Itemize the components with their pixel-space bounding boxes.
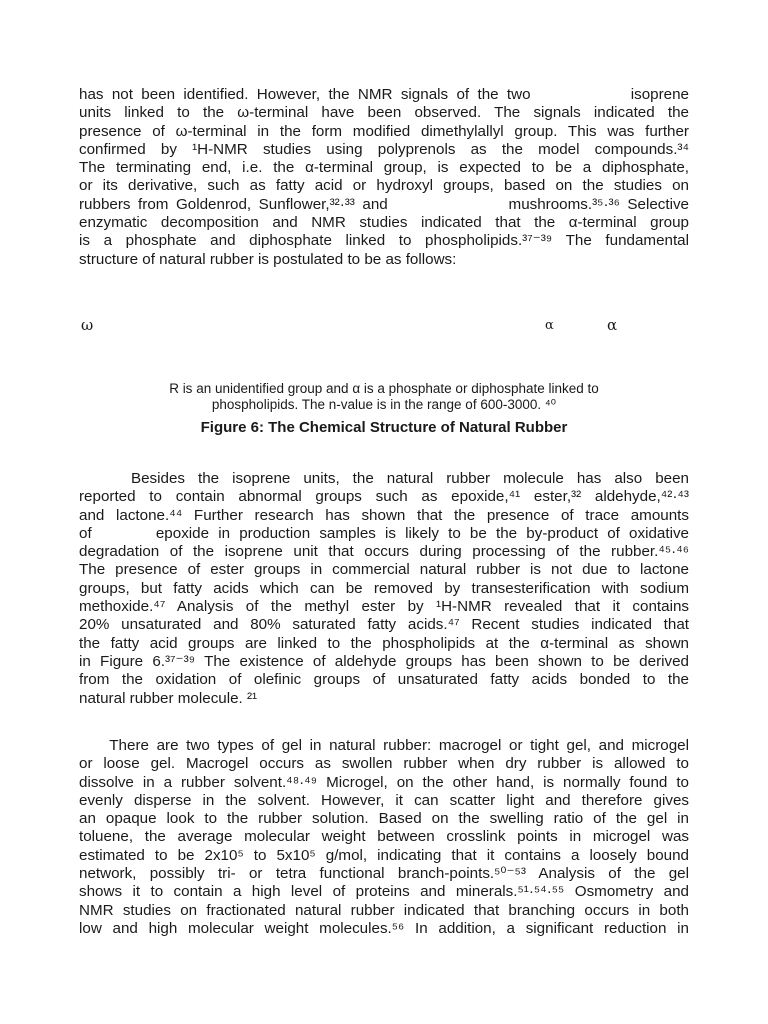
text-line: the fatty acid groups are linked to the phospholipids at the α-terminal as shown [79,634,689,652]
text-line: has not been identified. However, the NMR signals of the two isoprene [79,86,689,103]
text-line: shows it to contain a high level of proteins and minerals.⁵¹·⁵⁴·⁵⁵ Osmometry and [79,883,689,901]
text-line: natural rubber molecule. ²¹ [79,689,258,707]
text-line: reported to contain abnormal groups such as epoxide,⁴¹ ester,³² aldehyde,⁴²·⁴³ [79,488,689,506]
text-line: Besides the isoprene units, the natural rubber molecule has also been [79,470,689,487]
alpha-terminal-symbol: α [607,316,618,334]
text-line: methoxide.⁴⁷ Analysis of the methyl ester by ¹H-NMR revealed that it contains [79,598,689,616]
text-line: degradation of the isoprene unit that occurs during processing of the rubber.⁴⁵·⁴⁶ [79,543,689,561]
text-line: an opaque look to the rubber solution. Based on the swelling ratio of the gel in [79,810,689,828]
figure-note-line: R is an unidentified group and α is a phosphate or diphosphate linked to [169,381,599,396]
text-line: or its derivative, such as fatty acid or hydroxyl groups, based on the studies on [79,177,689,195]
text-line: The terminating end, i.e. the α-terminal group, is expected to be a diphosphate, [79,159,689,177]
text-line: confirmed by ¹H-NMR studies using polyprenols as the model compounds.³⁴ [79,140,689,158]
paragraph-intro [79,86,689,269]
text-line: estimated to be 2x10⁵ to 5x10⁵ g/mol, indicating that it contains a loosely bound [79,846,689,864]
paragraph-abnormal-groups [79,470,689,708]
text-line: and lactone.⁴⁴ Further research has shown that the presence of trace amounts [79,506,689,524]
text-line: dissolve in a rubber solvent.⁴⁸·⁴⁹ Microgel, on the other hand, is normally found to [79,773,689,791]
text-line: presence of ω-terminal in the form modified dimethylallyl group. This was further [79,122,689,140]
text-line: network, possibly tri- or tetra functional branch-points.⁵⁰⁻⁵³ Analysis of the gel [79,865,689,883]
text-line: from the oxidation of olefinic groups of unsaturated fatty acids bonded to the [79,671,689,689]
text-line: is a phosphate and diphosphate linked to phospholipids.³⁷⁻³⁹ The fundamental [79,232,689,250]
text-line: There are two types of gel in natural rubber: macrogel or tight gel, and microgel [79,737,689,754]
figure-note [79,381,689,413]
text-line: in Figure 6.³⁷⁻³⁹ The existence of aldehyde groups has been shown to be derived [79,652,689,670]
text-line: groups, but fatty acids which can be removed by transesterification with sodium [79,579,689,597]
text-line: or loose gel. Macrogel occurs as swollen rubber when dry rubber is allowed to [79,755,689,773]
alpha-terminal-symbol: α [545,318,554,333]
text-line: enzymatic decomposition and NMR studies indicated that the α-terminal group [79,214,689,232]
text-line: low and high molecular weight molecules.⁵⁶ In addition, a significant reduction in [79,919,689,937]
figure-note-line: phospholipids. The n-value is in the range of 600-3000. ⁴⁰ [211,397,557,412]
text-line: NMR studies on fractionated natural rubber indicated that branching occurs in both [79,901,689,919]
figure-caption: Figure 6: The Chemical Structure of Natural Rubber [200,419,568,436]
text-line: units linked to the ω-terminal have been observed. The signals indicated the [79,104,689,122]
text-line: of epoxide in production samples is likely to be the by-product of oxidative [79,524,689,542]
text-line: 20% unsaturated and 80% saturated fatty acids.⁴⁷ Recent studies indicated that [79,616,689,634]
paragraph-gel [79,737,689,938]
text-line: structure of natural rubber is postulated to be as follows: [79,250,457,268]
omega-terminal-symbol: ω [81,316,94,334]
text-line: rubbers from Goldenrod, Sunflower,³²·³³ and mushrooms.³⁵·³⁶ Selective [79,195,689,213]
text-line: toluene, the average molecular weight between crosslink points in microgel was [79,828,689,846]
text-line: The presence of ester groups in commercial natural rubber is not due to lactone [79,561,689,579]
chemical-structure-row [79,316,689,338]
text-line: evenly disperse in the solvent. However, it can scatter light and therefore gives [79,791,689,809]
